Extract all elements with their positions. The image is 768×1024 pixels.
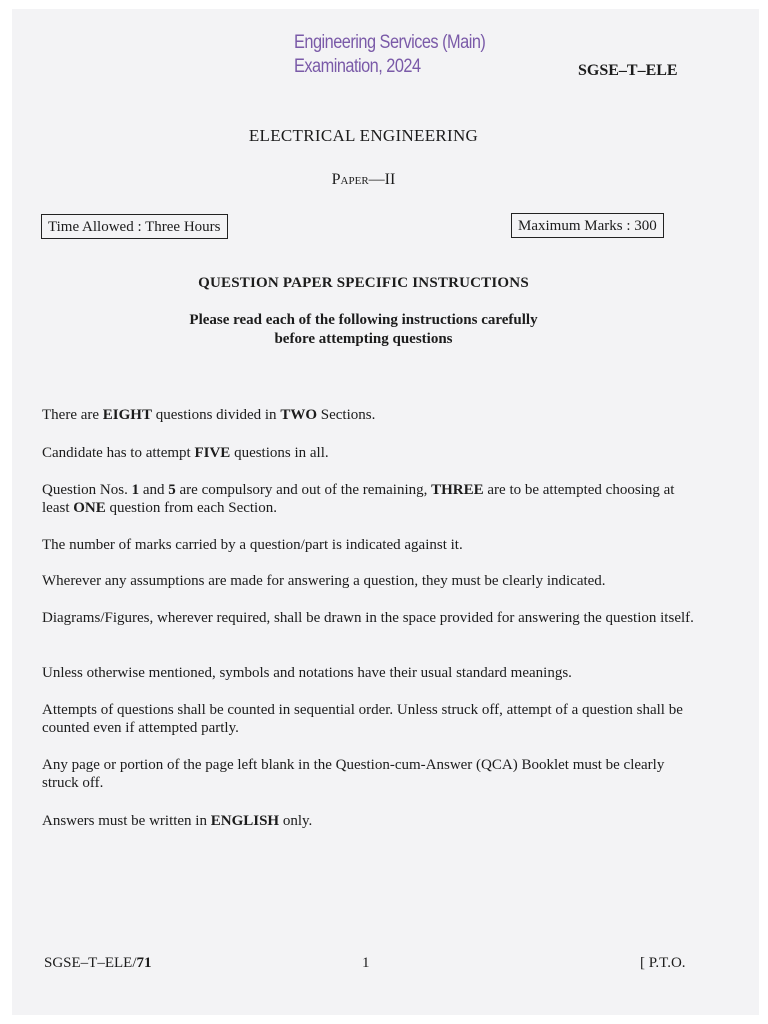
exam-stamp bbox=[294, 31, 485, 79]
read-notice bbox=[12, 311, 715, 349]
instruction-item: Question Nos. 1 and 5 are compulsory and out of the remaining, THREE are to be attempted choosing at least ONE question from each Section. bbox=[42, 482, 675, 516]
instruction-item: There are EIGHT questions divided in TWO Sections. bbox=[42, 407, 376, 423]
instruction-item: Any page or portion of the page left blank in the Question-cum-Answer (QCA) Booklet must be clearly struck off. bbox=[42, 757, 665, 791]
footer-paper-code: SGSE–T–ELE/71 bbox=[44, 955, 152, 971]
instruction-item: Diagrams/Figures, wherever required, shall be drawn in the space provided for answering the question itself. bbox=[42, 610, 694, 626]
question-paper-page bbox=[12, 9, 759, 1015]
instruction-item: The number of marks carried by a question/part is indicated against it. bbox=[42, 537, 463, 553]
subject-title: ELECTRICAL ENGINEERING bbox=[248, 126, 479, 145]
paper-code: SGSE–T–ELE bbox=[578, 62, 678, 79]
instruction-item: Answers must be written in ENGLISH only. bbox=[42, 813, 313, 829]
paper-number: Paper—II bbox=[331, 171, 396, 188]
instruction-item: Attempts of questions shall be counted in sequential order. Unless struck off, attempt of a question shall be counted even if attempted partly. bbox=[42, 702, 683, 736]
time-allowed-box: Time Allowed : Three Hours bbox=[41, 214, 228, 239]
read-notice-line-1: Please read each of the following instructions carefully bbox=[189, 312, 538, 328]
instruction-item: Unless otherwise mentioned, symbols and notations have their usual standard meanings. bbox=[42, 665, 572, 681]
stamp-line-1: Engineering Services (Main) bbox=[294, 32, 486, 53]
instruction-item: Wherever any assumptions are made for answering a question, they must be clearly indicated. bbox=[42, 573, 606, 589]
page-number: 1 bbox=[362, 955, 370, 971]
instructions-heading: QUESTION PAPER SPECIFIC INSTRUCTIONS bbox=[198, 275, 529, 291]
stamp-line-2: Examination, 2024 bbox=[294, 56, 421, 77]
read-notice-line-2: before attempting questions bbox=[274, 331, 453, 347]
please-turn-over: [ P.T.O. bbox=[640, 955, 686, 971]
instruction-item: Candidate has to attempt FIVE questions in all. bbox=[42, 445, 329, 461]
maximum-marks-box: Maximum Marks : 300 bbox=[511, 213, 664, 238]
